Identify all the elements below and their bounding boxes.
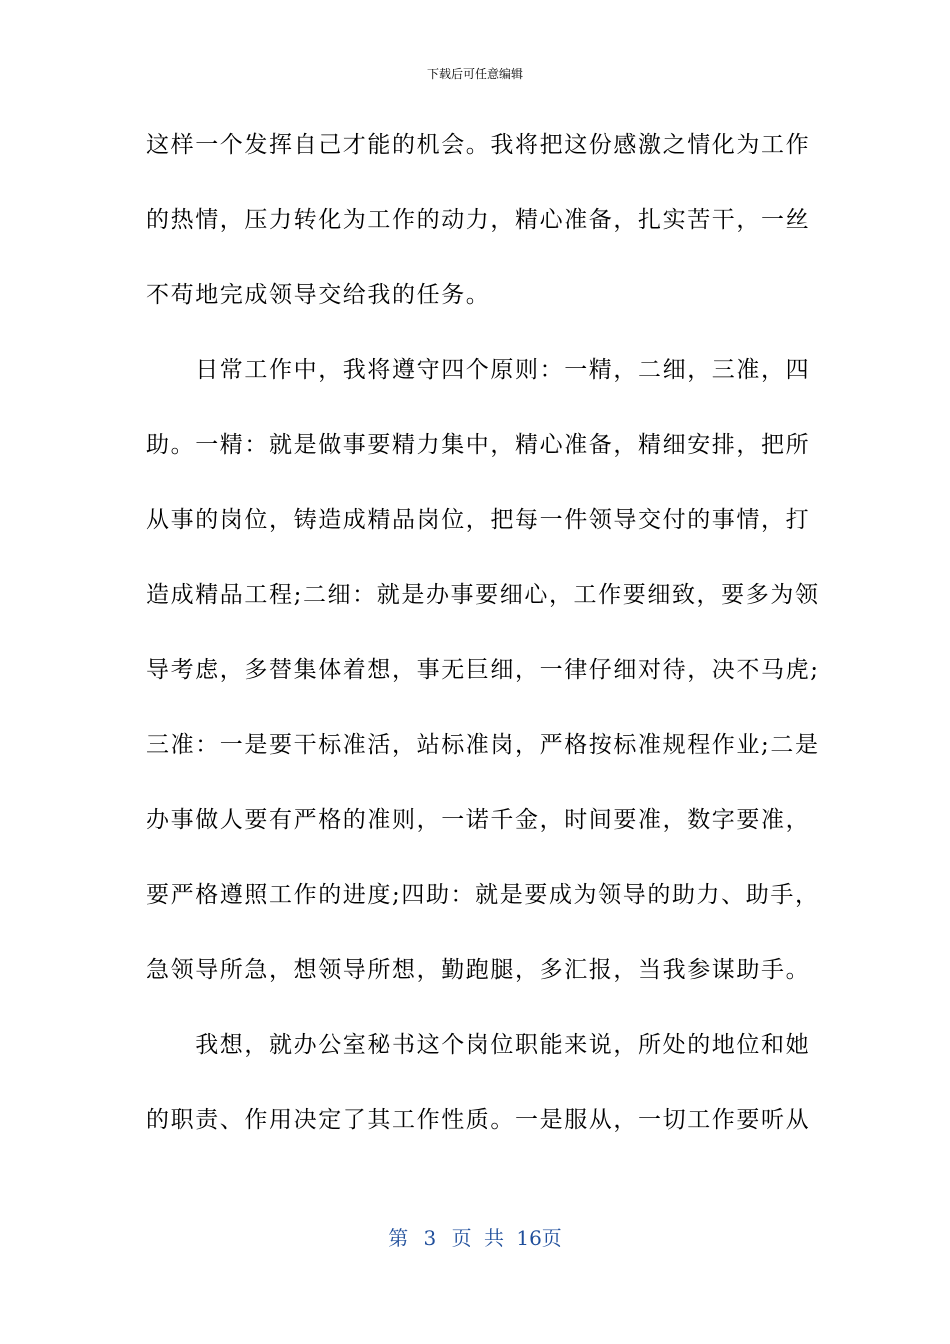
page-number-footer bbox=[0, 1224, 950, 1252]
text-line: 办事做人要有严格的准则，一诺千金，时间要准，数字要准， bbox=[146, 807, 811, 833]
footer-total-pages: 16页 bbox=[516, 1226, 562, 1250]
text-line: 的热情，压力转化为工作的动力，精心准备，扎实苦干，一丝 bbox=[146, 207, 811, 233]
text-line: 这样一个发挥自己才能的机会。我将把这份感激之情化为工作 bbox=[146, 132, 811, 158]
text-line: 造成精品工程;二细：就是办事要细心，工作要细致，要多为领 bbox=[146, 582, 820, 608]
text-line: 的职责、作用决定了其工作性质。一是服从，一切工作要听从 bbox=[146, 1107, 811, 1133]
text-line: 要严格遵照工作的进度;四助：就是要成为领导的助力、助手， bbox=[146, 882, 820, 908]
text-line: 导考虑，多替集体着想，事无巨细，一律仔细对待，决不马虎; bbox=[146, 657, 820, 683]
text-line: 助。一精：就是做事要精力集中，精心准备，精细安排，把所 bbox=[146, 432, 811, 458]
footer-label-ye: 页 bbox=[451, 1226, 472, 1250]
text-line: 我想，就办公室秘书这个岗位职能来说，所处的地位和她 bbox=[146, 1032, 811, 1058]
footer-label-gong: 共 bbox=[484, 1226, 504, 1250]
text-line: 三准：一是要干标准活，站标准岗，严格按标准规程作业;二是 bbox=[146, 732, 820, 758]
text-line: 不苟地完成领导交给我的任务。 bbox=[146, 282, 491, 308]
footer-label-di: 第 bbox=[388, 1226, 409, 1250]
body-text bbox=[146, 122, 820, 1172]
page-header: 下载后可任意编辑 bbox=[426, 67, 523, 81]
text-line: 急领导所急，想领导所想，勤跑腿，多汇报，当我参谋助手。 bbox=[146, 957, 811, 983]
text-line: 从事的岗位，铸造成精品岗位，把每一件领导交付的事情，打 bbox=[146, 507, 811, 533]
footer-current-page: 3 bbox=[423, 1226, 437, 1250]
text-line: 日常工作中，我将遵守四个原则：一精，二细，三准，四 bbox=[146, 357, 811, 383]
